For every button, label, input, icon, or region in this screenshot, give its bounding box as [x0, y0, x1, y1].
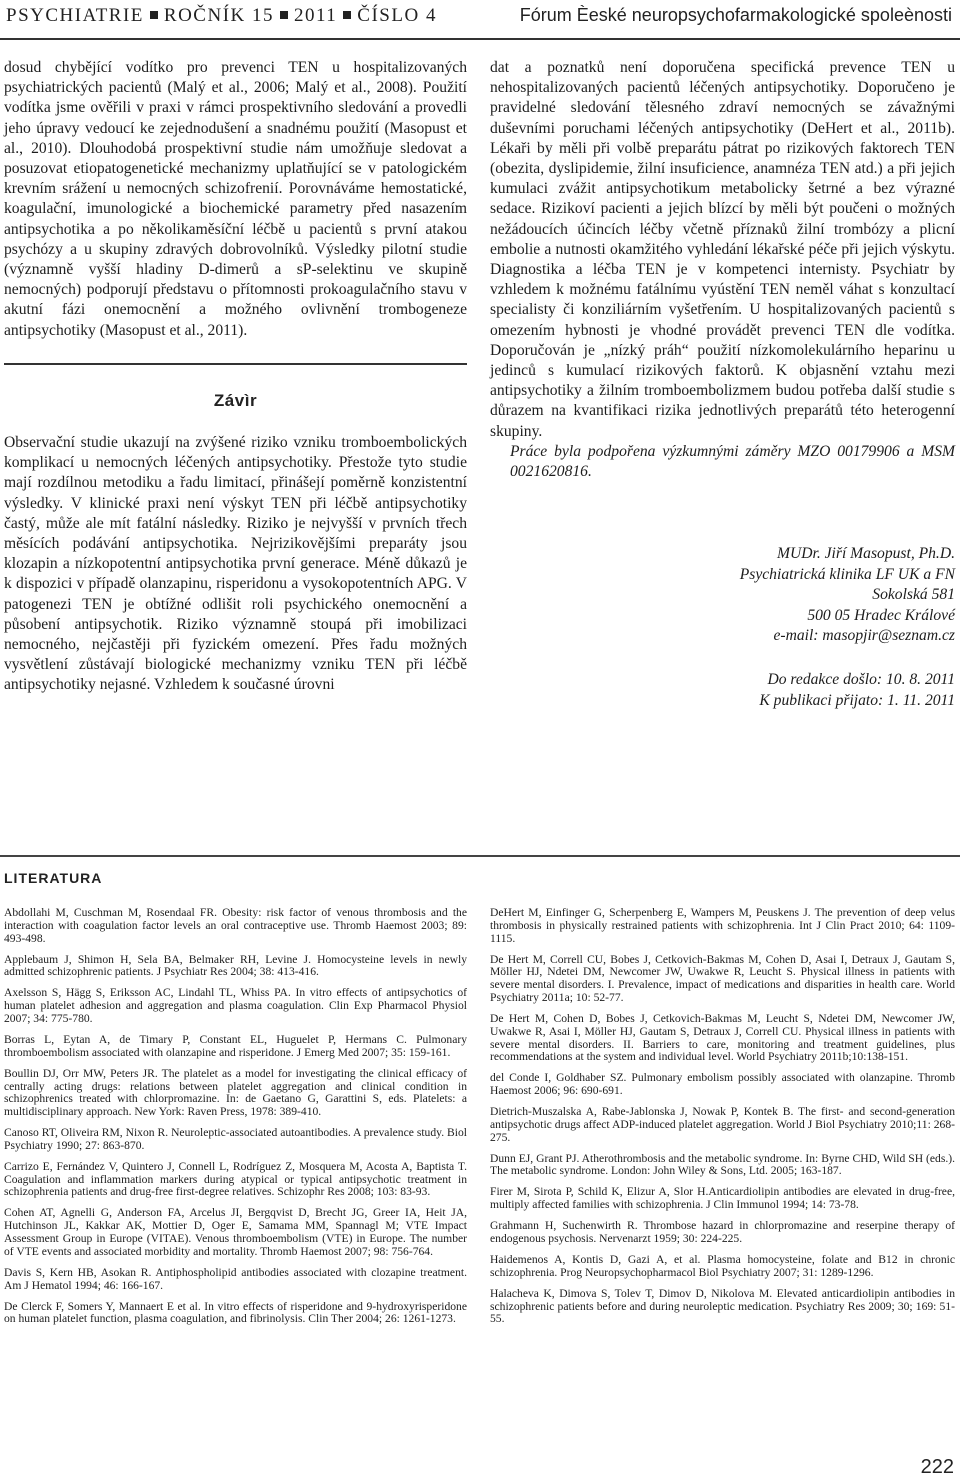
journal-issue: ČÍSLO 4	[357, 5, 437, 26]
reference-item: Dunn EJ, Grant PJ. Atherothrombosis and the metabolic syndrome. In: Byrne CHD, Wild SH (eds.). The metabolic syndrome. London: John Wiley & Sons, Ltd. 2005; 163-187.	[490, 1151, 955, 1178]
running-header	[0, 0, 960, 34]
square-bullet-icon	[343, 11, 351, 19]
reference-item: DeHert M, Einfinger G, Scherpenberg E, Wampers M, Peuskens J. The prevention of deep velus thrombosis in physically restrained patients with schizophrenia. Int J Clin Pract 2010; 64: 1109-1115.	[490, 906, 955, 945]
journal-volume: ROČNÍK 15	[163, 5, 274, 26]
section-heading: Závìr	[213, 390, 258, 410]
header-divider	[0, 38, 960, 40]
reference-item: Borras L, Eytan A, de Timary P, Constant EL, Huguelet P, Hermans C. Pulmonary thromboembolism associated with olanzapine and risperidone. J Emerg Med 2007; 35: 159-161.	[4, 1032, 467, 1059]
author-name: MUDr. Jiří Masopust, Ph.D.	[776, 545, 955, 563]
journal-name: PSYCHIATRIE	[6, 5, 144, 26]
reference-item: De Hert M, Cohen D, Bobes J, Cetkovich-Bakmas M, Leucht S, Ndetei DM, Newcomer JW, Uwakwe R, Asai I, Möller HJ, Gautam S, Detraux J, Correll CU. Physical illness in patients with severe mental disorders. II. Barriers to care, monitoring and treatment guidelines, plus recommendations at the system and individual level. World Psychiatry 2011b;10:138-151.	[490, 1011, 955, 1064]
reference-item: Applebaum J, Shimon H, Sela BA, Belmaker RH, Levine J. Homocysteine levels in newly admitted schizophrenic patients. J Psychiatr Res 2004; 38: 413-416.	[4, 952, 467, 979]
body-paragraph: dat a poznatků není doporučena specifická prevence TEN u nehospitalizovaných pacientů léčených antipsychotiky. Doporučeno je pravidelné sledování tělesného zdraví nemocných se závažnými duševními poruchami léčených antipsychotiky (DeHert et al., 2011b). Lékaři by měli při volbě preparátu pátrat po rizikových faktorech TEN (obezita, dyslipidemie, žilní insuficience, anamnéza TEN atd.) a při jejich kumulaci zvážit antipsychotikum metabolicky šetrné a bez výrazné sedace. Rizikoví pacienti a jejich blízcí by měli být poučeni o možných nežádoucích účincích léčby včetně příznaků žilní trombózy a plicní embolie a nutnosti okamžitého vyhledání lékařské péče při jejich výskytu. Diagnostika a léčba TEN je v kompetenci internisty. Psychiatr by vzhledem k možnému fatálnímu vyústění TEN neměl váhat s konzultací specialisty či konziliárním vyšetřením. U hospitalizovaných pacientů s omezením hybnosti je vhodné provádět prevenci TEN dle vodítka. Doporučován je „nízký práh“ použití nízkomolekulárního heparinu u jedinců s kumulací rizikových faktorů. K objasnění vztahu mezi antipsychotiky a žilním tromboembolizmem budou potřeba další studie s důrazem na kvantifikaci rizika jednotlivých preparátů této heterogenní skupiny.	[490, 59, 955, 440]
reference-item: Cohen AT, Agnelli G, Anderson FA, Arcelus JI, Bergqvist D, Brecht JG, Greer IA, Heit JA, Hutchinson JL, Kakkar AK, Mottier D, Oger E, Samama MM, Spannagl M; VTE Impact Assessment Group in Europe (VITAE). Venous thromboembolism (VTE) in Europe. The number of VTE events and associated morbidity and mortality. Thromb Haemost 2007; 98: 756-764.	[4, 1206, 467, 1258]
left-text-column	[4, 58, 467, 696]
author-institution: Psychiatrická klinika LF UK a FN	[739, 565, 955, 583]
reference-item: Haidemenos A, Kontis D, Gazi A, et al. Plasma homocysteine, folate and B12 in chronic schizophrenia. Prog Neuropsychopharmacol Biol Psychiatry 2007; 31: 1289-1296.	[490, 1253, 955, 1279]
page-number: 222	[920, 1456, 954, 1478]
reference-item: Halacheva K, Dimova S, Tolev T, Dimov D, Nikolova M. Elevated anticardiolipin antibodies in schizophrenic patients before and during neuroleptic medication. Psychiatry Res 2009; 30; 169: 51-55.	[490, 1286, 955, 1326]
author-street: Sokolská 581	[872, 586, 955, 604]
reference-item: Davis S, Kern HB, Asokan R. Antiphospholipid antibodies associated with clozapine treatment. Am J Hematol 1994; 46: 166-167.	[4, 1265, 467, 1292]
reference-item: De Hert M, Correll CU, Bobes J, Cetkovich-Bakmas M, Cohen D, Asai I, Detraux J, Gautam S, Möller HJ, Ndetei DM, Newcomer JW, Uwakwe R, Leucht S. Physical illness in patients with severe mental disorders. I. Prevalence, impact of medications and disparities in health care. World Psychiatry 2011a; 10: 52-77.	[490, 952, 955, 1004]
square-bullet-icon	[280, 11, 288, 19]
received-date: Do redakce došlo: 10. 8. 2011	[767, 670, 955, 688]
references-left-column	[4, 907, 467, 1334]
author-email: e-mail: masopjir@seznam.cz	[773, 627, 955, 645]
reference-item: Axelsson S, Hägg S, Eriksson AC, Lindahl TL, Whiss PA. In vitro effects of antipsychotics of human platelet adhesion and aggregation and plasma coagulation. Clin Exp Pharmacol Physiol 2007; 34: 775-780.	[4, 986, 467, 1025]
reference-item: Abdollahi M, Cuschman M, Rosendaal FR. Obesity: risk factor of venous thrombosis and the interaction with coagulation factor levels an oral contraceptive use. Thromb Haemost 2003; 89: 493-498.	[4, 906, 467, 945]
reference-item: De Clerck F, Somers Y, Mannaert E et al. In vitro effects of risperidone and 9-hydroxyrisperidone on human platelet function, plasma coagulation, and fibrinolysis. Clin Ther 2004; 26: 1261-1273.	[4, 1299, 467, 1326]
reference-item: del Conde I, Goldhaber SZ. Pulmonary embolism possibly associated with olanzapine. Thromb Haemost 2006; 96: 690-691.	[490, 1071, 955, 1098]
literature-heading: LITERATURA	[4, 870, 103, 886]
reference-item: Dietrich-Muszalska A, Rabe-Jablonska J, Nowak P, Kontek B. The first- and second-generation antipsychotic drugs affect ADP-induced platelet aggregation. World J Biol Psychiatry 2010;11: 268-275.	[490, 1105, 955, 1144]
references-right-column	[490, 907, 955, 1334]
editorial-dates	[490, 669, 955, 711]
reference-item: Carrizo E, Fernández V, Quintero J, Connell L, Rodríguez Z, Mosquera M, Acosta A, Baptista T. Coagulation and inflammation markers during atypical or typical antipsychotic treatment in schizophrenia patients and drug-free first-degree relatives. Schizophr Res 2008; 103: 83-93.	[4, 1159, 467, 1199]
literature-divider	[0, 855, 960, 857]
reference-item: Boullin DJ, Orr MW, Peters JR. The platelet as a model for investigating the clinical efficacy of centrally acting drugs: relations between platelet aggregation and clinical condition in schizophrenics treated with chlorpromazine. In: de Gaetano G, Garattini S, eds. Platelets: a multidisciplinary approach. New York: Raven Press, 1978: 389-410.	[4, 1066, 467, 1119]
square-bullet-icon	[150, 11, 158, 19]
journal-header	[6, 5, 437, 27]
reference-item: Firer M, Sirota P, Schild K, Elizur A, Slor H.Anticardiolipin antibodies are elevated in drug-free, multiply affected families with schizophrenia. J Clin Immunol 1994; 14: 73-78.	[490, 1185, 955, 1212]
accepted-date: K publikaci přijato: 1. 11. 2011	[759, 691, 955, 709]
reference-item: Canoso RT, Oliveira RM, Nixon R. Neuroleptic-associated autoantibodies. A prevalence study. Biol Psychiatry 1990; 27: 863-870.	[4, 1126, 467, 1152]
body-paragraph: Observační studie ukazují na zvýšené riziko vzniku tromboembolických komplikací u nemocných léčených antipsychotiky. Přestože tyto studie mají rozdílnou metodiku a řadu limitací, přinášejí poměrně konzistentní výsledky. V klinické praxi není výskyt TEN při léčbě antipsychotiky častý, může ale mít fatální následky. Riziko je nejvyšší v prvních třech měsících podávání antipsychotika. Nejrizikovějšími preparáty jsou klozapin a nízkopotentní antipsychotika první generace. Méně důkazů je k dispozici v případě olanzapinu, risperidonu a vysokopotentních APG. V patogenezi TEN je obtížné odlišit roli psychického onemocnění a působení antipsychotik. Riziko významně stoupá při imobilizaci nemocného, nejčastěji při fyzickém omezení. Přes řadu možných vysvětlení zůstávají biologické mechanizmy vzniku TEN při léčbě antipsychotiky nejasné. Vzhledem k současné úrovni	[4, 434, 467, 694]
section-divider	[4, 363, 467, 365]
acknowledgement: Práce byla podpořena výzkumnými záměry MZO 00179906 a MSM 0021620816.	[510, 442, 955, 481]
reference-item: Grahmann H, Suchenwirth R. Thrombose hazard in chlorpromazine and reserpine therapy of endogenous psychosis. Nervenarzt 1959; 30: 224-225.	[490, 1219, 955, 1246]
author-city: 500 05 Hradec Králové	[807, 606, 955, 624]
author-address	[490, 544, 955, 647]
journal-year: 2011	[294, 5, 338, 26]
right-text-column	[490, 58, 955, 711]
body-paragraph: dosud chybějící vodítko pro prevenci TEN u hospitalizovaných psychiatrických pacientů (Malý et al., 2006; Malý et al., 2008). Použití vodítka jsme ověřili v praxi v rámci prospektivního sledování a provedli jeho úpravy vedoucí ke zejednodušení a snadnému použití (Masopust et al., 2010). Dlouhodobá prospektivní studie nám umožňuje sledovat a posuzovat etiopatogenetické mechanizmy uplatňující se v patologickém krevním srážení u nemocných schizofrenií. Porovnáváme hemostatické, koagulační, imunologické a biochemické parametry před nasazením antipsychotika a po několikaměsíční léčbě u pacientů s první atakou psychózy a u skupiny zdravých dobrovolníků. Výsledky pilotní studie (významně vyšší hladiny D-dimerů a sP-selektinu ve skupině nemocných) podporují představu o přítomnosti prokoagulačního stavu v akutní fázi onemocnění a možného ovlivnění trombogeneze antipsychotiky (Masopust et al., 2011).	[4, 59, 467, 339]
publisher-name: Fórum Èeské neuropsychofarmakologické spoleènosti	[519, 5, 952, 25]
